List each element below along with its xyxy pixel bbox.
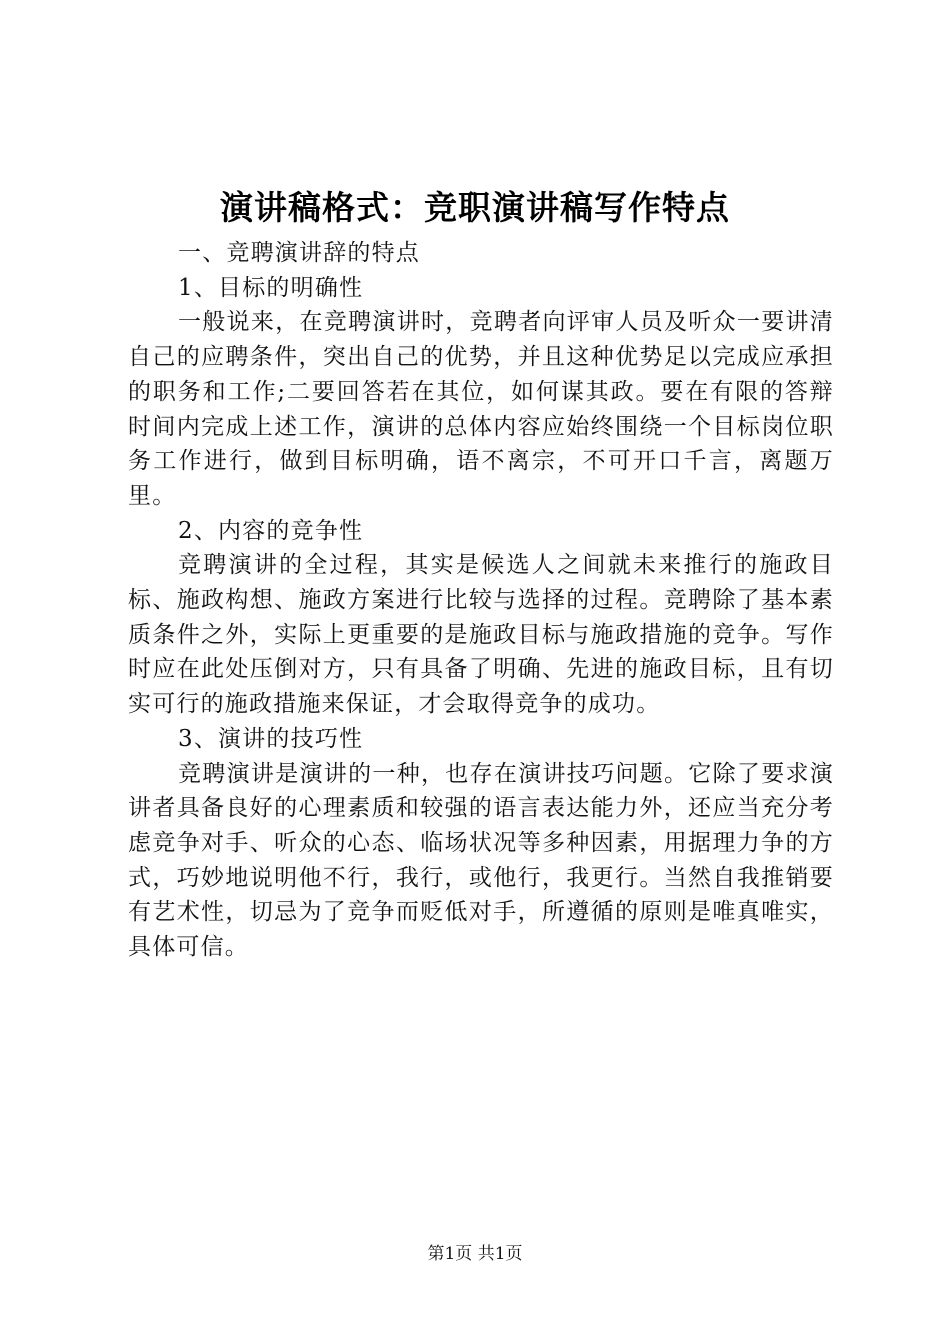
body-paragraph-2: 竞聘演讲的全过程，其实是候选人之间就未来推行的施政目标、施政构想、施政方案进行比较与选择的过程。竞聘除了基本素质条件之外，实际上更重要的是施政目标与施政措施的竞争。写作时应在此处压倒对方，只有具备了明确、先进的施政目标，且有切实可行的施政措施来保证，才会取得竞争的成功。 — [128, 552, 834, 718]
page-number-footer: 第1页 共1页 — [427, 1244, 523, 1264]
body-paragraph-3: 竞聘演讲是演讲的一种，也存在演讲技巧问题。它除了要求演讲者具备良好的心理素质和较强的语言表达能力外，还应当充分考虑竞争对手、听众的心态、临场状况等多种因素，用据理力争的方式，巧妙地说明他不行，我行，或他行，我更行。当然自我推销要有艺术性，切忌为了竞争而贬低对手，所遵循的原则是唯真唯实，具体可信。 — [128, 760, 834, 961]
subsection-heading-3: 3、演讲的技巧性 — [178, 725, 364, 752]
document-title: 演讲稿格式：竞职演讲稿写作特点 — [220, 188, 730, 227]
subsection-heading-2: 2、内容的竞争性 — [178, 517, 364, 544]
section-heading-1: 一、竞聘演讲辞的特点 — [178, 240, 420, 266]
body-paragraph-1: 一般说来，在竞聘演讲时，竞聘者向评审人员及听众一要讲清自己的应聘条件，突出自己的优势，并且这种优势足以完成应承担的职务和工作;二要回答若在其位，如何谋其政。要在有限的答辩时间内完成上述工作，演讲的总体内容应始终围绕一个目标岗位职务工作进行，做到目标明确，语不离宗，不可开口千言，离题万里。 — [128, 309, 834, 509]
document-body — [128, 236, 834, 965]
subsection-heading-1: 1、目标的明确性 — [178, 274, 364, 301]
